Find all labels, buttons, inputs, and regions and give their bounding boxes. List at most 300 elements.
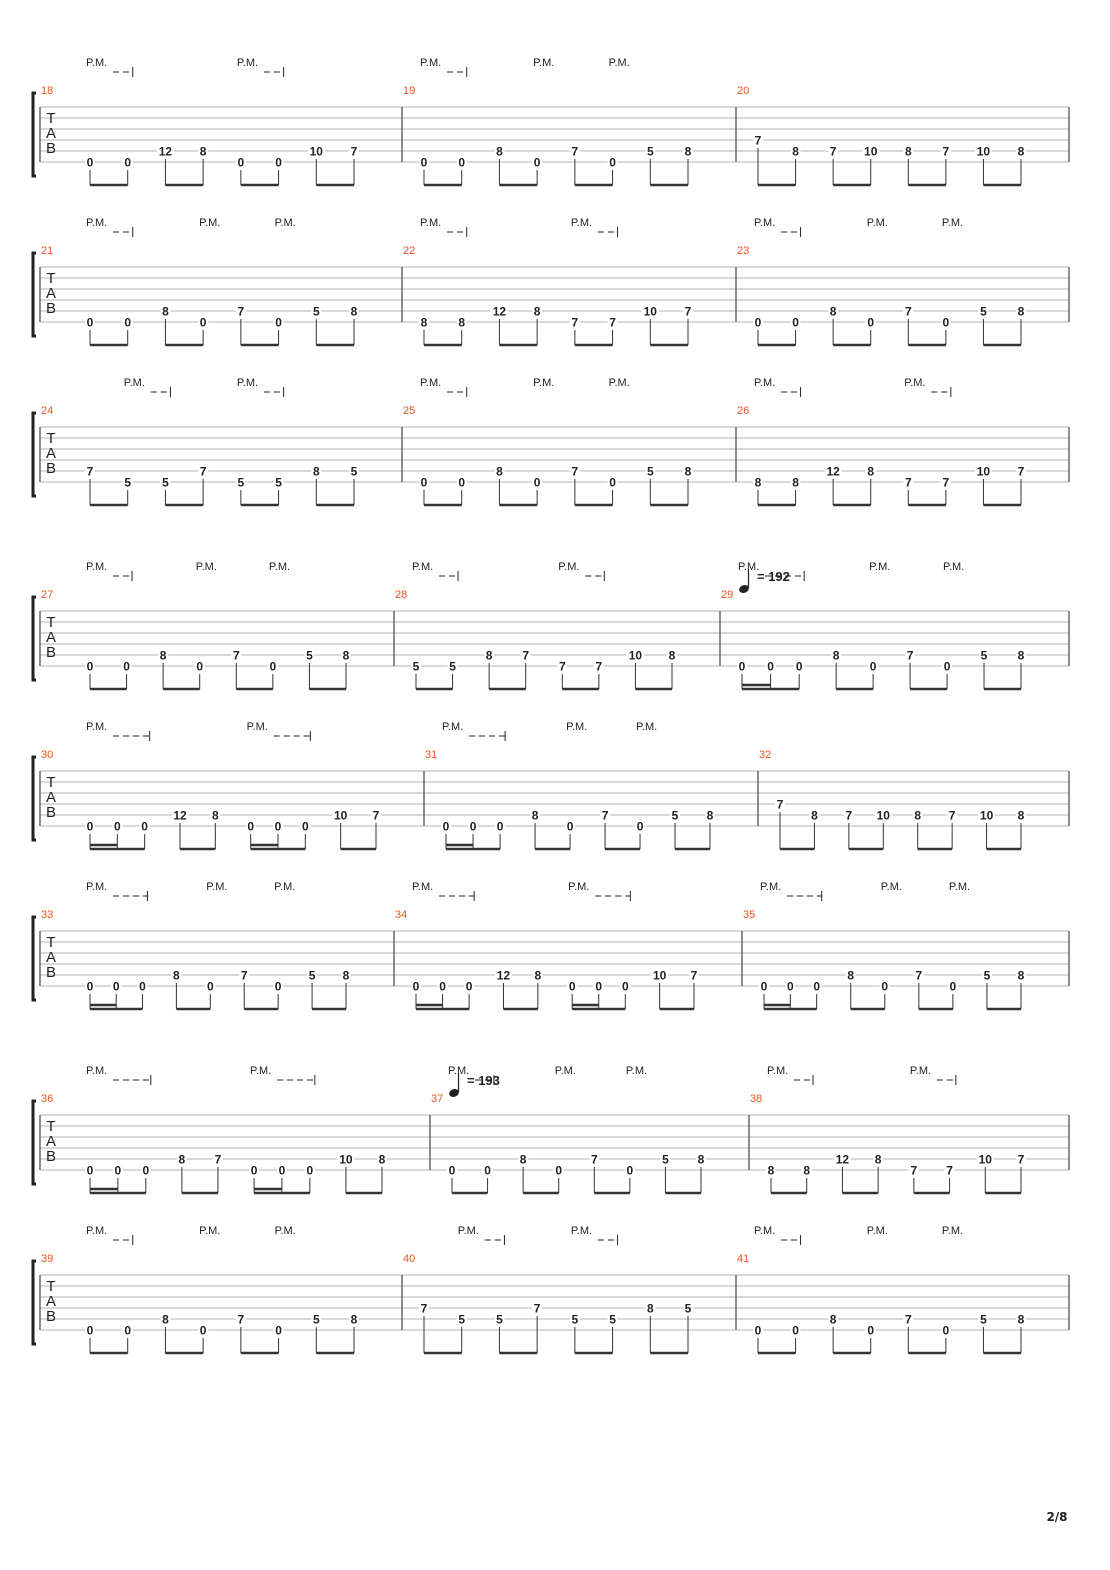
fret-number: 8 (792, 144, 799, 159)
fret-number: 0 (792, 315, 799, 330)
fret-number: 7 (904, 475, 912, 490)
measure-number: 30 (41, 749, 54, 761)
fret-number: 0 (484, 1163, 491, 1178)
fret-number: 0 (114, 1163, 122, 1178)
fret-number: 0 (949, 979, 957, 994)
fret-number: 5 (237, 475, 245, 490)
fret-number: 0 (113, 819, 121, 834)
palm-mute-label: P.M. (206, 881, 228, 893)
fret-number: 0 (237, 155, 245, 170)
fret-number: 8 (904, 144, 912, 159)
fret-number: 0 (555, 1163, 563, 1178)
fret-number: 0 (250, 1163, 258, 1178)
fret-number: 8 (534, 968, 542, 983)
fret-number: 7 (86, 464, 94, 479)
fret-number: 0 (278, 1163, 286, 1178)
fret-number: 8 (173, 968, 180, 983)
palm-mute-label: P.M. (195, 561, 217, 573)
fret-number: 5 (275, 475, 282, 490)
fret-number: 0 (943, 659, 951, 674)
palm-mute-label: P.M. (246, 721, 268, 733)
palm-mute-label: P.M. (250, 1065, 272, 1077)
tab-clef-letter: T (46, 270, 56, 287)
fret-number: 0 (496, 819, 504, 834)
fret-number: 0 (760, 979, 768, 994)
fret-number: 12 (835, 1152, 850, 1167)
palm-mute-label: P.M. (608, 377, 630, 389)
fret-number: 0 (412, 979, 420, 994)
system-bracket (33, 1101, 36, 1184)
fret-number: 5 (306, 648, 313, 663)
measure-number: 18 (41, 85, 54, 97)
tab-clef-letter: B (45, 1308, 57, 1325)
measure-number: 37 (431, 1093, 444, 1105)
palm-mute-label: P.M. (625, 1065, 648, 1077)
fret-number: 7 (1017, 1152, 1025, 1167)
fret-number: 12 (492, 304, 507, 319)
fret-number: 7 (845, 808, 853, 823)
fret-number: 7 (232, 648, 240, 663)
measure-number: 23 (737, 245, 750, 257)
fret-number: 7 (946, 1163, 953, 1178)
fret-number: 0 (442, 819, 450, 834)
fret-number: 0 (465, 979, 473, 994)
fret-number: 8 (378, 1152, 386, 1167)
fret-number: 8 (1017, 648, 1025, 663)
palm-mute-label: P.M. (880, 881, 902, 893)
tab-clef-letter: B (45, 460, 57, 477)
palm-mute-label: P.M. (554, 1065, 576, 1077)
fret-number: 0 (142, 1163, 150, 1178)
fret-number: 8 (792, 475, 799, 490)
fret-number: 10 (979, 808, 994, 823)
fret-number: 8 (914, 808, 922, 823)
fret-number: 0 (86, 659, 94, 674)
measure-number: 38 (750, 1093, 763, 1105)
tab-clef-letter: A (45, 629, 57, 646)
fret-number: 8 (531, 808, 539, 823)
fret-number: 8 (706, 808, 714, 823)
fret-number: 0 (275, 315, 282, 330)
tab-clef-letter: T (46, 774, 56, 791)
fret-number: 10 (333, 808, 348, 823)
measure-number: 35 (743, 909, 756, 921)
system-bracket (33, 413, 36, 496)
fret-number: 0 (306, 1163, 314, 1178)
fret-number: 10 (652, 968, 667, 983)
fret-number: 8 (832, 648, 840, 663)
fret-number: 8 (829, 1312, 837, 1327)
fret-number: 8 (350, 1312, 358, 1327)
fret-number: 0 (269, 659, 277, 674)
fret-number: 7 (420, 1301, 428, 1316)
palm-mute-label: P.M. (636, 721, 658, 733)
fret-number: 0 (274, 819, 282, 834)
fret-number: 8 (485, 648, 493, 663)
palm-mute-label: P.M. (86, 561, 108, 573)
fret-number: 5 (646, 144, 654, 159)
fret-number: 8 (803, 1163, 811, 1178)
palm-mute-label: P.M. (274, 881, 296, 893)
palm-mute-label: P.M. (236, 377, 259, 389)
fret-number: 7 (915, 968, 923, 983)
fret-number: 5 (646, 464, 654, 479)
tab-clef-letter: A (45, 1133, 57, 1150)
fret-number: 8 (1017, 144, 1025, 159)
fret-number: 0 (754, 1323, 762, 1338)
fret-number: 7 (754, 133, 762, 148)
tempo-value: = 193 (467, 1073, 500, 1088)
fret-number: 0 (458, 475, 466, 490)
measure-number: 34 (395, 909, 408, 921)
fret-number: 0 (767, 659, 774, 674)
palm-mute-label: P.M. (738, 561, 760, 573)
fret-number: 8 (496, 144, 503, 159)
palm-mute-label: P.M. (86, 217, 108, 229)
fret-number: 7 (237, 1312, 245, 1327)
fret-number: 7 (214, 1152, 222, 1167)
palm-mute-label: P.M. (568, 881, 590, 893)
fret-number: 0 (636, 819, 644, 834)
fret-number: 10 (976, 144, 991, 159)
palm-mute-label: P.M. (909, 1065, 932, 1077)
measure-number: 25 (403, 405, 416, 417)
tab-clef-letter: A (45, 789, 57, 806)
fret-number: 5 (983, 968, 991, 983)
palm-mute-label: P.M. (86, 57, 108, 69)
fret-number: 8 (874, 1152, 882, 1167)
fret-number: 5 (308, 968, 316, 983)
fret-number: 0 (275, 155, 282, 170)
fret-number: 0 (533, 155, 541, 170)
fret-number: 7 (372, 808, 380, 823)
fret-number: 8 (697, 1152, 705, 1167)
fret-number: 8 (1017, 808, 1025, 823)
fret-number: 8 (1017, 1312, 1025, 1327)
palm-mute-label: P.M. (754, 1225, 776, 1237)
fret-number: 7 (522, 648, 530, 663)
system-bracket (33, 757, 36, 840)
fret-number: 0 (199, 315, 207, 330)
tab-clef-letter: A (45, 1293, 57, 1310)
fret-number: 7 (904, 304, 912, 319)
palm-mute-label: P.M. (86, 1065, 108, 1077)
fret-number: 0 (86, 1323, 94, 1338)
fret-number: 5 (350, 464, 358, 479)
fret-number: 8 (458, 315, 466, 330)
fret-number: 10 (339, 1152, 353, 1167)
palm-mute-label: P.M. (760, 881, 782, 893)
palm-mute-label: P.M. (570, 217, 593, 229)
fret-number: 7 (948, 808, 956, 823)
palm-mute-label: P.M. (199, 1225, 221, 1237)
fret-number: 0 (813, 979, 821, 994)
fret-number: 8 (533, 304, 541, 319)
fret-number: 0 (247, 819, 255, 834)
fret-number: 0 (609, 155, 616, 170)
fret-number: 8 (211, 808, 219, 823)
fret-number: 0 (275, 1323, 282, 1338)
measure-number: 28 (395, 589, 408, 601)
page-number: 2/8 (1046, 1510, 1068, 1524)
system-bracket (33, 93, 36, 176)
tab-clef-letter: T (46, 110, 56, 127)
fret-number: 0 (942, 315, 950, 330)
fret-number: 8 (496, 464, 503, 479)
palm-mute-label: P.M. (442, 721, 464, 733)
measure-number: 33 (41, 909, 54, 921)
fret-number: 0 (621, 979, 629, 994)
tab-clef-letter: T (46, 614, 56, 631)
palm-mute-label: P.M. (268, 561, 291, 573)
fret-number: 8 (162, 304, 169, 319)
palm-mute-label: P.M. (767, 1065, 789, 1077)
palm-mute-label: P.M. (274, 1225, 296, 1237)
measure-number: 22 (403, 245, 416, 257)
tab-clef-letter: B (45, 804, 57, 821)
palm-mute-label: P.M. (941, 217, 964, 229)
fret-number: 7 (1017, 464, 1025, 479)
fret-number: 10 (628, 648, 643, 663)
fret-number: 12 (158, 144, 173, 159)
fret-number: 7 (942, 475, 950, 490)
fret-number: 8 (1017, 304, 1025, 319)
fret-number: 7 (237, 304, 245, 319)
fret-number: 0 (942, 1323, 950, 1338)
fret-number: 8 (312, 464, 320, 479)
fret-number: 8 (159, 648, 167, 663)
fret-number: 8 (811, 808, 818, 823)
tab-clef-letter: A (45, 949, 57, 966)
fret-number: 8 (847, 968, 855, 983)
fret-number: 8 (178, 1152, 186, 1167)
palm-mute-label: P.M. (570, 1225, 593, 1237)
palm-mute-label: P.M. (86, 1225, 108, 1237)
fret-number: 10 (978, 1152, 992, 1167)
fret-number: 5 (449, 659, 456, 674)
measure-number: 40 (403, 1253, 416, 1265)
fret-number: 0 (86, 155, 94, 170)
fret-number: 8 (350, 304, 358, 319)
fret-number: 0 (139, 979, 146, 994)
measure-number: 27 (41, 589, 54, 601)
palm-mute-label: P.M. (420, 57, 442, 69)
fret-number: 5 (571, 1312, 579, 1327)
fret-number: 0 (458, 155, 466, 170)
palm-mute-label: P.M. (199, 217, 221, 229)
fret-number: 0 (199, 1323, 207, 1338)
palm-mute-label: P.M. (869, 561, 891, 573)
fret-number: 5 (412, 659, 420, 674)
system-bracket (33, 597, 36, 680)
fret-number: 0 (86, 979, 94, 994)
fret-number: 5 (980, 304, 987, 319)
palm-mute-label: P.M. (566, 721, 588, 733)
fret-number: 0 (206, 979, 214, 994)
fret-number: 0 (420, 475, 428, 490)
fret-number: 5 (124, 475, 132, 490)
palm-mute-label: P.M. (123, 377, 145, 389)
tab-clef-letter: B (45, 300, 57, 317)
measure-number: 20 (737, 85, 750, 97)
fret-number: 0 (124, 155, 132, 170)
palm-mute-label: P.M. (943, 561, 965, 573)
tab-clef-letter: T (46, 1118, 56, 1135)
fret-number: 8 (342, 968, 350, 983)
fret-number: 8 (668, 648, 676, 663)
fret-number: 0 (86, 1163, 94, 1178)
palm-mute-label: P.M. (274, 217, 296, 229)
palm-mute-label: P.M. (412, 561, 434, 573)
fret-number: 0 (738, 659, 746, 674)
fret-number: 7 (350, 144, 358, 159)
palm-mute-label: P.M. (941, 1225, 964, 1237)
fret-number: 7 (533, 1301, 541, 1316)
fret-number: 5 (162, 475, 169, 490)
fret-number: 0 (301, 819, 309, 834)
fret-number: 10 (864, 144, 878, 159)
fret-number: 0 (869, 659, 877, 674)
fret-number: 0 (124, 1323, 132, 1338)
fret-number: 7 (199, 464, 207, 479)
fret-number: 5 (980, 1312, 987, 1327)
measure-number: 19 (403, 85, 416, 97)
tempo-value: = 192 (757, 569, 790, 584)
fret-number: 0 (141, 819, 148, 834)
fret-number: 0 (196, 659, 204, 674)
fret-number: 7 (776, 797, 784, 812)
fret-number: 8 (420, 315, 428, 330)
fret-number: 8 (519, 1152, 527, 1167)
palm-mute-label: P.M. (448, 1065, 470, 1077)
tab-clef-letter: B (45, 644, 57, 661)
palm-mute-label: P.M. (533, 377, 555, 389)
measure-number: 26 (737, 405, 750, 417)
fret-number: 0 (792, 1323, 799, 1338)
fret-number: 0 (86, 819, 94, 834)
tab-clef-letter: A (45, 445, 57, 462)
fret-number: 10 (976, 464, 991, 479)
fret-number: 5 (671, 808, 679, 823)
fret-number: 0 (568, 979, 576, 994)
fret-number: 8 (199, 144, 207, 159)
palm-mute-label: P.M. (236, 57, 259, 69)
palm-mute-label: P.M. (457, 1225, 479, 1237)
palm-mute-label: P.M. (533, 57, 555, 69)
fret-number: 12 (826, 464, 840, 479)
palm-mute-label: P.M. (420, 217, 442, 229)
palm-mute-label: P.M. (866, 1225, 888, 1237)
fret-number: 0 (626, 1163, 634, 1178)
system-bracket (33, 253, 36, 336)
palm-mute-label: P.M. (754, 377, 776, 389)
tab-clef-letter: B (45, 964, 57, 981)
fret-number: 7 (595, 659, 603, 674)
fret-number: 10 (309, 144, 323, 159)
fret-number: 0 (795, 659, 803, 674)
measure-number: 41 (737, 1253, 750, 1265)
palm-mute-label: P.M. (412, 881, 434, 893)
fret-number: 0 (448, 1163, 456, 1178)
fret-number: 0 (112, 979, 120, 994)
palm-mute-label: P.M. (86, 881, 108, 893)
fret-number: 0 (867, 1323, 875, 1338)
tab-clef-letter: T (46, 934, 56, 951)
tab-clef-letter: A (45, 125, 57, 142)
fret-number: 7 (558, 659, 566, 674)
fret-number: 7 (942, 144, 950, 159)
fret-number: 7 (829, 144, 837, 159)
fret-number: 5 (980, 648, 988, 663)
fret-number: 0 (439, 979, 446, 994)
tab-clef-letter: T (46, 430, 56, 447)
fret-number: 5 (312, 304, 320, 319)
fret-number: 7 (690, 968, 698, 983)
fret-number: 7 (601, 808, 609, 823)
fret-number: 7 (571, 464, 579, 479)
tab-clef-letter: A (45, 285, 57, 302)
fret-number: 5 (684, 1301, 692, 1316)
measure-number: 29 (721, 589, 734, 601)
fret-number: 7 (609, 315, 616, 330)
fret-number: 0 (533, 475, 541, 490)
fret-number: 7 (906, 648, 914, 663)
measure-number: 31 (425, 749, 438, 761)
fret-number: 5 (312, 1312, 320, 1327)
fret-number: 12 (173, 808, 187, 823)
palm-mute-label: P.M. (86, 721, 108, 733)
fret-number: 12 (496, 968, 511, 983)
measure-number: 32 (759, 749, 772, 761)
palm-mute-label: P.M. (866, 217, 888, 229)
fret-number: 0 (420, 155, 428, 170)
fret-number: 8 (1017, 968, 1025, 983)
fret-number: 8 (767, 1163, 775, 1178)
fret-number: 8 (754, 475, 762, 490)
fret-number: 0 (274, 979, 282, 994)
fret-number: 7 (904, 1312, 912, 1327)
system-bracket (33, 917, 36, 1000)
fret-number: 0 (566, 819, 574, 834)
fret-number: 0 (469, 819, 477, 834)
fret-number: 5 (458, 1312, 466, 1327)
fret-number: 7 (571, 315, 579, 330)
fret-number: 5 (609, 1312, 616, 1327)
fret-number: 10 (876, 808, 890, 823)
fret-number: 7 (571, 144, 579, 159)
fret-number: 8 (867, 464, 875, 479)
fret-number: 8 (829, 304, 837, 319)
fret-number: 0 (881, 979, 889, 994)
fret-number: 8 (646, 1301, 654, 1316)
tab-clef-letter: T (46, 1278, 56, 1295)
fret-number: 0 (754, 315, 762, 330)
system-bracket (33, 1261, 36, 1344)
tab-clef-letter: B (45, 140, 57, 157)
fret-number: 0 (123, 659, 130, 674)
palm-mute-label: P.M. (754, 217, 776, 229)
fret-number: 8 (684, 144, 692, 159)
fret-number: 5 (496, 1312, 503, 1327)
fret-number: 7 (590, 1152, 598, 1167)
fret-number: 0 (609, 475, 616, 490)
palm-mute-label: P.M. (558, 561, 580, 573)
fret-number: 0 (86, 315, 94, 330)
fret-number: 8 (162, 1312, 169, 1327)
fret-number: 7 (684, 304, 692, 319)
fret-number: 10 (643, 304, 657, 319)
fret-number: 8 (684, 464, 692, 479)
